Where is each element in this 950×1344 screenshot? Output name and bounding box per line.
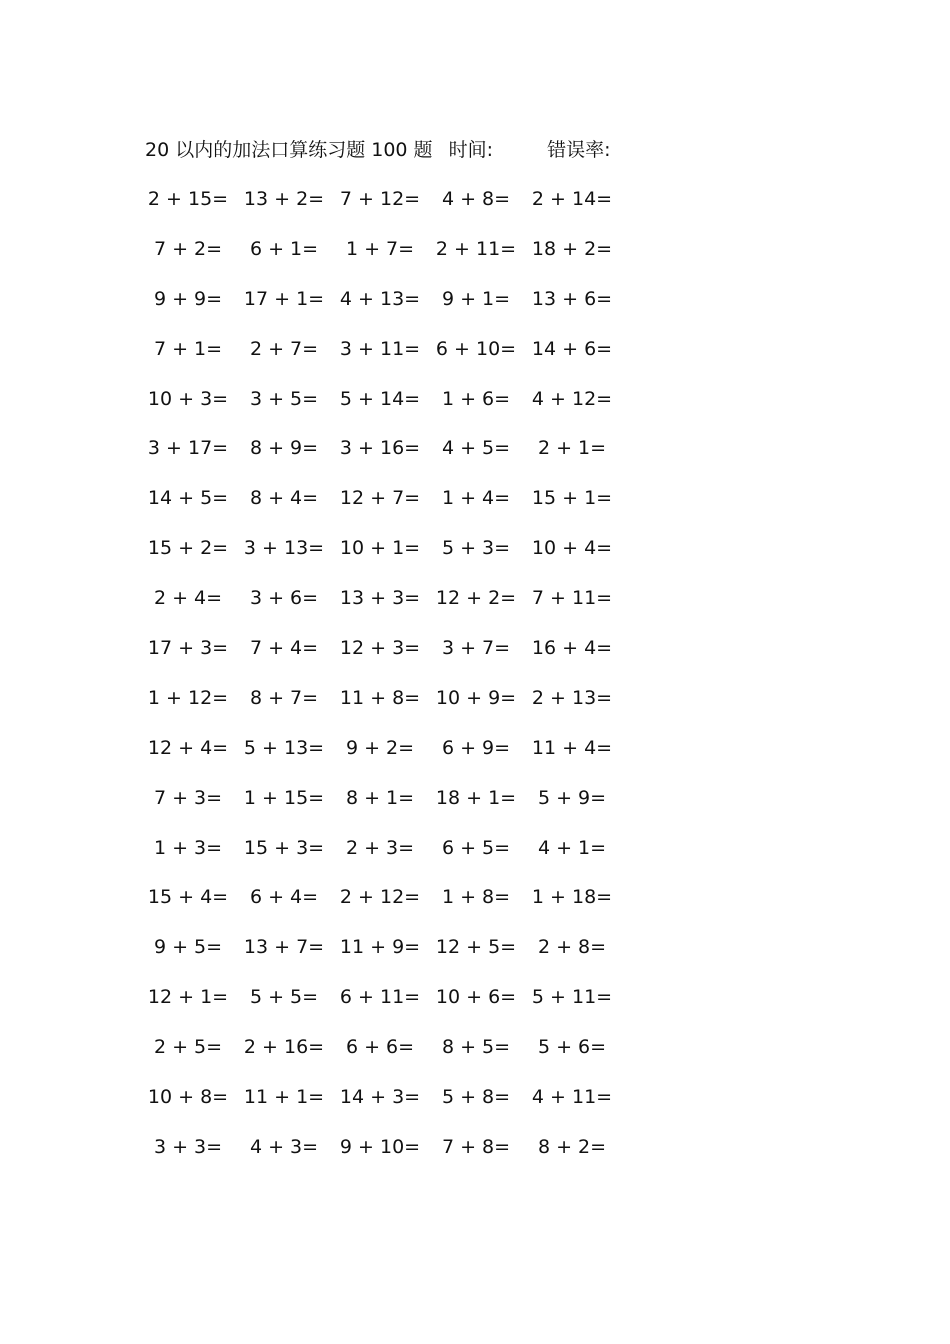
- problem-item: 3 + 3=: [153, 1135, 223, 1158]
- problem-item: 13 + 6=: [531, 287, 613, 310]
- problem-item: 4 + 13=: [339, 287, 421, 310]
- problem-item: 10 + 1=: [339, 537, 421, 560]
- problem-row: [140, 533, 620, 583]
- problem-item: 15 + 4=: [147, 886, 229, 909]
- problem-item: 1 + 7=: [345, 237, 415, 260]
- problem-item: 9 + 9=: [153, 287, 223, 310]
- problem-item: 4 + 8=: [441, 188, 511, 210]
- problem-item: 3 + 13=: [243, 537, 325, 560]
- problem-item: 17 + 1=: [243, 287, 325, 310]
- problem-row: [140, 833, 620, 883]
- problem-item: 8 + 2=: [537, 1135, 607, 1158]
- problem-item: 12 + 4=: [147, 736, 229, 759]
- problem-item: 4 + 1=: [537, 836, 607, 859]
- problem-row: [140, 583, 620, 633]
- problem-item: 11 + 9=: [339, 936, 421, 959]
- problem-row: [140, 284, 620, 334]
- problem-item: 4 + 5=: [441, 437, 511, 460]
- problem-item: 1 + 18=: [531, 886, 613, 909]
- problem-item: 6 + 9=: [441, 736, 511, 759]
- problem-item: 14 + 5=: [147, 487, 229, 510]
- problem-item: 12 + 5=: [435, 936, 517, 959]
- problem-item: 17 + 3=: [147, 637, 229, 660]
- problem-item: 9 + 2=: [345, 736, 415, 759]
- problem-row: [140, 633, 620, 683]
- problem-item: 10 + 6=: [435, 986, 517, 1009]
- problem-row: [140, 1082, 620, 1132]
- problem-item: 9 + 1=: [441, 287, 511, 310]
- problem-row: [140, 982, 620, 1032]
- problem-item: 7 + 2=: [153, 237, 223, 260]
- problem-item: 3 + 6=: [249, 587, 319, 610]
- problem-row: [140, 783, 620, 833]
- problem-item: 2 + 16=: [243, 1036, 325, 1059]
- problem-item: 5 + 11=: [531, 986, 613, 1009]
- problem-item: 7 + 3=: [153, 786, 223, 809]
- worksheet-header: [145, 136, 611, 164]
- problem-item: 8 + 1=: [345, 786, 415, 809]
- problem-row: [140, 433, 620, 483]
- problem-item: 2 + 13=: [531, 686, 613, 709]
- problem-row: [140, 483, 620, 533]
- problem-row: [140, 1032, 620, 1082]
- problem-item: 6 + 5=: [441, 836, 511, 859]
- problem-item: 1 + 8=: [441, 886, 511, 909]
- problem-item: 1 + 12=: [147, 686, 229, 709]
- problem-item: 5 + 3=: [441, 537, 511, 560]
- problem-grid: [140, 184, 620, 1182]
- problem-item: 1 + 3=: [153, 836, 223, 859]
- problem-item: 2 + 11=: [435, 237, 517, 260]
- problem-item: 13 + 2=: [243, 188, 325, 210]
- problem-item: 6 + 1=: [249, 237, 319, 260]
- problem-item: 3 + 17=: [147, 437, 229, 460]
- problem-item: 15 + 3=: [243, 836, 325, 859]
- problem-item: 7 + 4=: [249, 637, 319, 660]
- problem-item: 3 + 11=: [339, 337, 421, 360]
- problem-row: [140, 234, 620, 284]
- problem-item: 1 + 15=: [243, 786, 325, 809]
- problem-item: 8 + 7=: [249, 686, 319, 709]
- problem-item: 6 + 6=: [345, 1036, 415, 1059]
- problem-item: 10 + 9=: [435, 686, 517, 709]
- problem-item: 10 + 8=: [147, 1086, 229, 1109]
- problem-item: 8 + 9=: [249, 437, 319, 460]
- problem-item: 12 + 2=: [435, 587, 517, 610]
- problem-item: 15 + 1=: [531, 487, 613, 510]
- problem-item: 3 + 5=: [249, 387, 319, 410]
- problem-item: 2 + 7=: [249, 337, 319, 360]
- problem-row: [140, 384, 620, 434]
- problem-item: 11 + 4=: [531, 736, 613, 759]
- problem-item: 5 + 8=: [441, 1086, 511, 1109]
- problem-row: [140, 733, 620, 783]
- problem-item: 5 + 9=: [537, 786, 607, 809]
- problem-item: 2 + 3=: [345, 836, 415, 859]
- problem-row: [140, 1132, 620, 1182]
- problem-item: 1 + 6=: [441, 387, 511, 410]
- problem-item: 4 + 3=: [249, 1135, 319, 1158]
- problem-row: [140, 334, 620, 384]
- problem-item: 6 + 10=: [435, 337, 517, 360]
- worksheet-title: 20 以内的加法口算练习题 100 题: [145, 139, 433, 161]
- problem-item: 5 + 13=: [243, 736, 325, 759]
- problem-item: 4 + 11=: [531, 1086, 613, 1109]
- problem-item: 7 + 8=: [441, 1135, 511, 1158]
- problem-row: [140, 184, 620, 234]
- time-label: 时间:: [448, 139, 494, 161]
- problem-item: 2 + 1=: [537, 437, 607, 460]
- problem-item: 2 + 4=: [153, 587, 223, 610]
- problem-item: 12 + 1=: [147, 986, 229, 1009]
- problem-item: 2 + 12=: [339, 886, 421, 909]
- problem-item: 18 + 1=: [435, 786, 517, 809]
- problem-item: 8 + 4=: [249, 487, 319, 510]
- problem-item: 11 + 1=: [243, 1086, 325, 1109]
- problem-item: 5 + 6=: [537, 1036, 607, 1059]
- problem-item: 13 + 7=: [243, 936, 325, 959]
- problem-item: 12 + 7=: [339, 487, 421, 510]
- problem-item: 5 + 5=: [249, 986, 319, 1009]
- problem-item: 9 + 10=: [339, 1135, 421, 1158]
- problem-row: [140, 683, 620, 733]
- problem-item: 1 + 4=: [441, 487, 511, 510]
- error-rate-label: 错误率:: [547, 139, 611, 161]
- problem-item: 6 + 4=: [249, 886, 319, 909]
- problem-item: 9 + 5=: [153, 936, 223, 959]
- problem-item: 3 + 7=: [441, 637, 511, 660]
- problem-item: 2 + 14=: [531, 188, 613, 210]
- problem-item: 12 + 3=: [339, 637, 421, 660]
- problem-row: [140, 882, 620, 932]
- problem-item: 11 + 8=: [339, 686, 421, 709]
- problem-item: 2 + 5=: [153, 1036, 223, 1059]
- problem-item: 15 + 2=: [147, 537, 229, 560]
- problem-item: 3 + 16=: [339, 437, 421, 460]
- problem-item: 16 + 4=: [531, 637, 613, 660]
- problem-item: 10 + 3=: [147, 387, 229, 410]
- problem-item: 7 + 1=: [153, 337, 223, 360]
- problem-item: 8 + 5=: [441, 1036, 511, 1059]
- problem-item: 4 + 12=: [531, 387, 613, 410]
- problem-item: 7 + 12=: [339, 188, 421, 210]
- problem-item: 13 + 3=: [339, 587, 421, 610]
- problem-item: 18 + 2=: [531, 237, 613, 260]
- problem-item: 2 + 15=: [147, 188, 229, 210]
- problem-item: 7 + 11=: [531, 587, 613, 610]
- problem-item: 5 + 14=: [339, 387, 421, 410]
- problem-item: 10 + 4=: [531, 537, 613, 560]
- problem-item: 2 + 8=: [537, 936, 607, 959]
- problem-item: 6 + 11=: [339, 986, 421, 1009]
- problem-row: [140, 932, 620, 982]
- problem-item: 14 + 6=: [531, 337, 613, 360]
- problem-item: 14 + 3=: [339, 1086, 421, 1109]
